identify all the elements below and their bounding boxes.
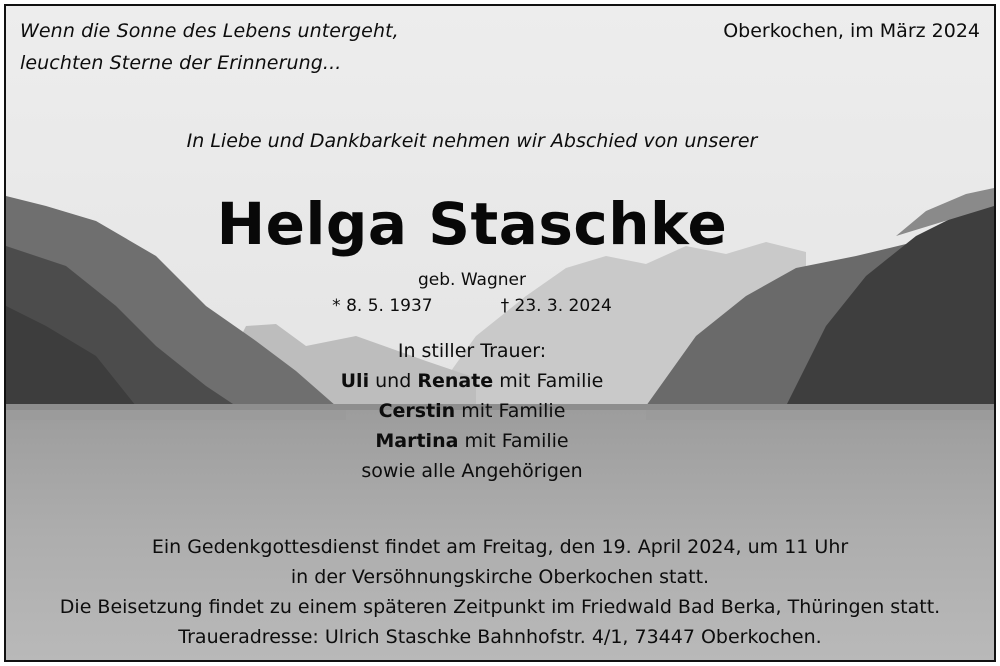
farewell-intro: In Liebe und Dankbarkeit nehmen wir Abschied von unserer xyxy=(186,130,758,152)
motto-line-2: leuchten Sterne der Erinnerung... xyxy=(20,52,342,74)
mourners-heading: In stiller Trauer: xyxy=(397,340,547,362)
deceased-name: Helga Staschke xyxy=(216,190,728,258)
mourner-line-1 xyxy=(6,370,938,392)
mourner-suffix: mit Familie xyxy=(458,430,569,452)
motto-line-1: Wenn die Sonne des Lebens untergeht, xyxy=(20,20,399,42)
service-info-line-1: Ein Gedenkgottesdienst findet am Freitag, den 19. April 2024, um 11 Uhr xyxy=(151,536,849,558)
birth-name: geb. Wagner xyxy=(417,270,526,290)
death-date: † 23. 3. 2024 xyxy=(500,296,612,316)
service-info-line-2: in der Versöhnungskirche Oberkochen statt. xyxy=(290,566,710,588)
mourner-suffix: mit Familie xyxy=(493,370,604,392)
life-dates xyxy=(6,296,938,316)
obituary-notice xyxy=(4,4,996,662)
mourner-joiner: und xyxy=(369,370,418,392)
mourner-name: Cerstin xyxy=(378,400,456,422)
mourner-name: Renate xyxy=(417,370,494,392)
burial-info: Die Beisetzung findet zu einem späteren Zeitpunkt im Friedwald Bad Berka, Thüringen statt. xyxy=(59,596,941,618)
mourner-suffix: mit Familie xyxy=(455,400,566,422)
mourner-line-4: sowie alle Angehörigen xyxy=(361,460,583,482)
mourner-name: Uli xyxy=(340,370,370,392)
place-and-date: Oberkochen, im März 2024 xyxy=(723,20,980,42)
mourning-address: Traueradresse: Ulrich Staschke Bahnhofstr. 4/1, 73447 Oberkochen. xyxy=(178,626,822,648)
lake-mountain-photo xyxy=(6,6,994,660)
mourner-name: Martina xyxy=(375,430,459,452)
mourner-line-2 xyxy=(6,400,938,422)
birth-date: * 8. 5. 1937 xyxy=(332,296,433,316)
mourner-line-3 xyxy=(6,430,938,452)
